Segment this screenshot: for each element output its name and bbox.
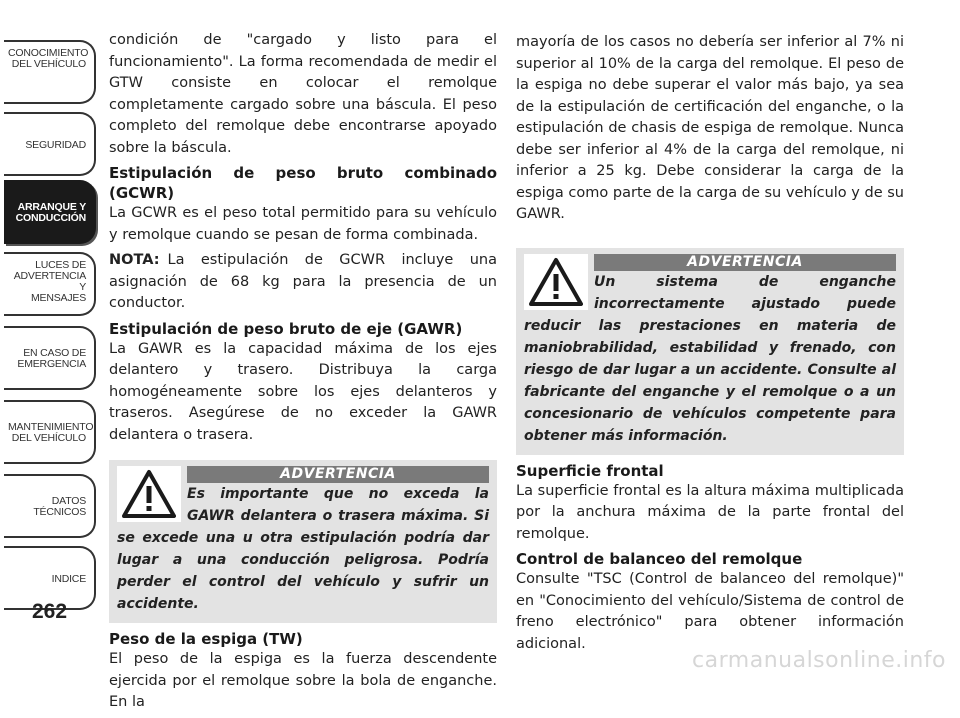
tw-continued-paragraph: mayoría de los casos no debería ser inferior al 7% ni superior al 10% de la carga del remolque. El peso de la espiga no debe superar el valor más bajo, ya sea de la estipulación de certificación del enganche, o la estipulación de chasis de espiga de remolque. Nunca debe ser inferior al 4% de la carga del remolque, ni inferior a 25 kg. Debe considerar la carga de la espiga como parte de la carga de su vehículo y de su GAWR. xyxy=(516,34,904,222)
nota-text: La estipulación de GCWR incluye una asignación de 68 kg para la presencia de un conductor. xyxy=(109,252,497,311)
gawr-paragraph: La GAWR es la capacidad máxima de los ejes delantero y trasero. Distribuya la carga homogéneamente sobre los ejes delanteros y traseros. Asegúrese de no exceder la GAWR delantera o trasera. xyxy=(109,340,497,443)
tab-label-line: DEL VEHÍCULO xyxy=(11,432,86,444)
intro-paragraph: condición de "cargado y listo para el funcionamiento". La forma recomendada de medir el GTW consiste en colocar el remolque completamente cargado sobre una báscula. El peso completo del remolque debe encontrarse apoyado sobre la báscula. xyxy=(109,32,497,156)
tw-heading: Peso de la espiga (TW) xyxy=(109,630,303,648)
tab-label-line: EN CASO DE xyxy=(23,347,86,359)
gcwr-heading: Estipulación de peso bruto combinado (GCWR) xyxy=(109,164,497,202)
tab-label-line: ARRANQUE Y xyxy=(17,201,86,213)
warning-box-hitch xyxy=(516,248,904,455)
gcwr-paragraph: La GCWR es el peso total permitido para su vehículo y remolque cuando se pesan de forma combinada. xyxy=(109,205,497,243)
tab-label-line: SEGURIDAD xyxy=(25,138,86,151)
nota-label: NOTA: xyxy=(109,252,160,268)
tab-seguridad[interactable] xyxy=(4,112,96,176)
warning-text: Un sistema de enganche incorrectamente ajustado puede reducir las prestaciones en materia de maniobrabilidad, estabilidad y frenado, con riesgo de dar lugar a un accidente. Consulte al fabricante del enganche y el remolque o a un concesionario de vehículos competente para obtener más información. xyxy=(524,273,896,444)
nota-paragraph xyxy=(109,250,497,315)
warning-box-gawr xyxy=(109,460,497,623)
warning-triangle-icon xyxy=(524,254,588,310)
warning-triangle-icon xyxy=(117,466,181,522)
tab-luces-de-advertencia[interactable] xyxy=(4,252,96,316)
frontal-heading: Superficie frontal xyxy=(516,461,664,480)
tab-label-line: DATOS xyxy=(51,495,86,507)
page-number: 262 xyxy=(32,600,68,623)
right-column xyxy=(516,32,904,659)
balance-paragraph: Consulte "TSC (Control de balanceo del remolque)" en "Conocimiento del vehículo/Sistema de control de freno electrónico" para obtener información adicional. xyxy=(516,571,904,652)
frontal-paragraph: La superficie frontal es la altura máxima multiplicada por la anchura máxima de la parte frontal del remolque. xyxy=(516,482,904,542)
tab-label-line: DEL VEHÍCULO xyxy=(11,58,86,70)
tab-conocimiento-del-vehiculo[interactable] xyxy=(4,40,96,104)
tab-label-line: ADVERTENCIA Y xyxy=(13,270,86,293)
tab-en-caso-de-emergencia[interactable] xyxy=(4,326,96,390)
tab-label-line: INDICE xyxy=(51,572,86,585)
warning-header: ADVERTENCIA xyxy=(187,466,489,483)
left-column xyxy=(109,30,497,718)
tab-label-line: MENSAJES xyxy=(31,292,86,304)
balance-heading: Control de balanceo del remolque xyxy=(516,550,803,568)
warning-text: Es importante que no exceda la GAWR delantera o trasera máxima. Si se excede una u otra estipulación podría dar lugar a una conducción peligrosa. Podría perder el control del vehículo y sufrir un accidente. xyxy=(117,486,489,612)
tab-label-line: EMERGENCIA xyxy=(17,358,86,370)
gawr-heading: Estipulación de peso bruto de eje (GAWR) xyxy=(109,319,463,338)
tab-datos-tecnicos[interactable] xyxy=(4,474,96,538)
tab-label-line: LUCES DE xyxy=(35,259,86,271)
warning-header: ADVERTENCIA xyxy=(594,254,896,271)
tab-label-line: CONOCIMIENTO xyxy=(8,47,89,59)
chapter-sidebar xyxy=(0,0,104,640)
watermark: carmanualsonline.info xyxy=(692,648,946,673)
tab-mantenimiento-del-vehiculo[interactable] xyxy=(4,400,96,464)
tab-label-line: CONDUCCIÓN xyxy=(15,212,86,224)
tab-label-line: TÉCNICOS xyxy=(33,506,86,518)
tab-arranque-y-conduccion[interactable] xyxy=(4,180,96,244)
tw-paragraph: El peso de la espiga es la fuerza descendente ejercida por el remolque sobre la bola de enganche. En la xyxy=(109,651,497,710)
tab-label-line: MANTENIMIENTO xyxy=(8,421,94,433)
